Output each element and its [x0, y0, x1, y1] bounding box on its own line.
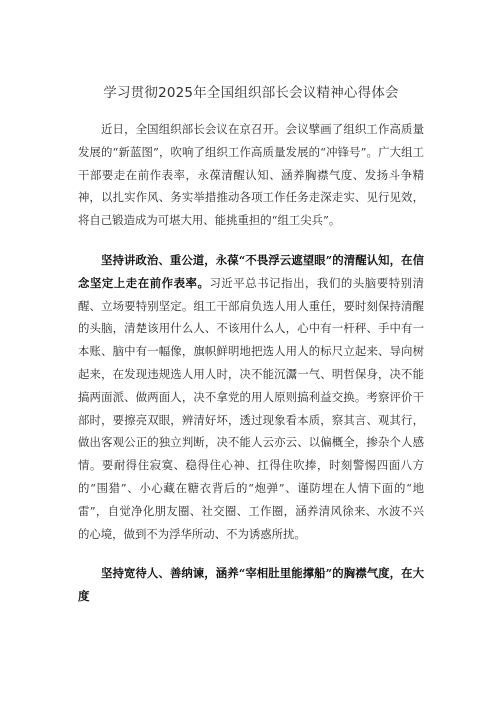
document-title: 学习贯彻2025年全国组织部长会议精神心得体会 — [103, 85, 399, 101]
paragraph-lead: 坚持讲政治、重公道，永葆“不畏浮云遮望眼”的清醒认知，在信念坚定上走在前作表率。 — [78, 252, 424, 290]
paragraph-body: 习近平总书记指出，我们的头脑要特别清醒、立场要特别坚定。组工干部肩负选人用人重任，要时刻保持清醒的头脑，清楚该用什么人、不该用什么人，心中有一杆秤、手中有一本账、脑中有一幅像，旗帜鲜明地把选人用人的标尺立起来、导向树起来，在发现违规选人用人时，决不能沉灊一气、明哲保身，决不能搞两面派、做两面人，决不拿党的用人原则搞利益交换。考察评价干部时，要擦亮双眼，辨清好坏，透过现象看本质，察其言、观其行，做出客观公正的独立判断，决不能人云亦云、以偏概全，掺杂个人感情。要耐得住寂寞、稳得住心神、扛得住吹捧，时刻警惕四面八方的“围猎”、小心藏在糖衣背后的“炮弹”、谨防埋在人情下面的“地雷”，自觉净化朋友圈、社交圈、工作圈，涵养清风徐来、水波不兴的心境，做到不为浮华所动、不为诱惑所扰。 — [78, 275, 424, 541]
document-page — [78, 0, 424, 608]
paragraph-political — [78, 249, 424, 545]
paragraph-body: 近日，全国组织部长会议在京召开。会议擘画了组织工作高质量发展的“新蓝图”，吹响了组织工作高质量发展的“冲锋号”。广大组工干部要走在前作表率，永葆清醒认知、涵养胸襟气度、发扬斗争精神，以扎实作风、务实举措推动各项工作任务走深走实、见行见效，将自己锻造成为可堪大用、能挑重担的“组工尖兵”。 — [78, 122, 424, 228]
paragraph-lead: 坚持宽待人、善纳谏，涵养“宰相肚里能撑船”的胸襟气度，在大度 — [78, 566, 424, 604]
paragraph-tolerance — [78, 562, 424, 608]
paragraph-intro — [78, 118, 424, 232]
